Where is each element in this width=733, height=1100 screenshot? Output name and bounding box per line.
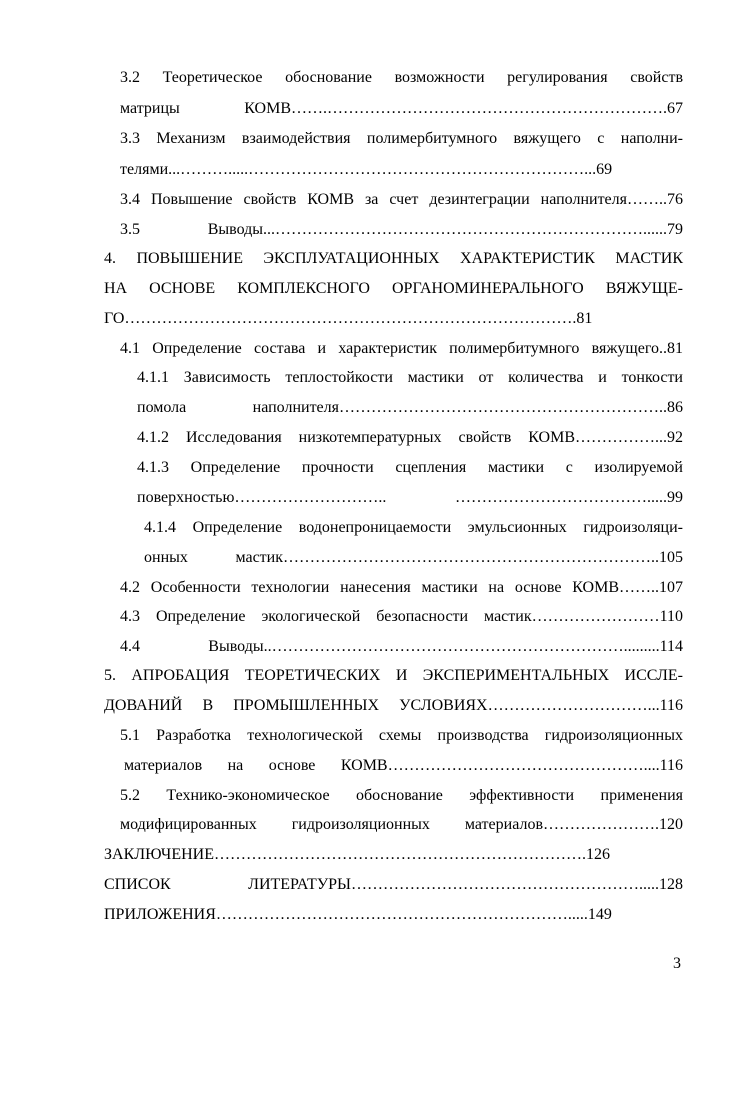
toc-line-3-2-cont: матрицы КОМВ…….……………………………………………………….67 [120,100,683,117]
toc-line-chapter-5-cont: ДОВАНИЙ В ПРОМЫШЛЕННЫХ УСЛОВИЯХ…………………………...116 [104,697,683,714]
toc-line-3-5: 3.5 Выводы...……………………………………………………………......79 [120,221,683,238]
toc-line-3-3-cont: телями...……….....………………………………………………………...69 [120,161,613,178]
toc-line-conclusion: ЗАКЛЮЧЕНИЕ…………………………………………………………….126 [104,846,610,863]
toc-line-chapter-5: 5. АПРОБАЦИЯ ТЕОРЕТИЧЕСКИХ И ЭКСПЕРИМЕНТАЛЬНЫХ ИССЛЕ- [104,667,683,684]
toc-line-4-1-1-cont: помола наполнителя……………………………………………………..86 [137,399,683,416]
page-number: 3 [673,955,681,972]
toc-line-5-2: 5.2 Технико-экономическое обоснование эффективности применения [120,787,683,804]
toc-line-4-2: 4.2 Особенности технологии нанесения мастики на основе КОМВ……..107 [120,579,683,596]
toc-line-3-2: 3.2 Теоретическое обоснование возможности регулирования свойств [120,69,683,86]
toc-line-4-3: 4.3 Определение экологической безопасности мастик……………………110 [120,608,683,625]
toc-line-5-2-cont: модифицированных гидроизоляционных материалов………………….120 [120,816,683,833]
toc-line-4-1-2: 4.1.2 Исследования низкотемпературных свойств КОМВ……………...92 [137,429,683,446]
toc-line-chapter-4: 4. ПОВЫШЕНИЕ ЭКСПЛУАТАЦИОННЫХ ХАРАКТЕРИСТИК МАСТИК [104,250,683,267]
toc-line-5-1-cont: материалов на основе КОМВ…………………………………………....116 [124,757,683,774]
toc-line-4-4: 4.4 Выводы..………………………………………………………….........114 [120,638,683,655]
toc-line-3-3: 3.3 Механизм взаимодействия полимербитумного вяжущего с наполни- [120,130,683,147]
toc-line-4-1: 4.1 Определение состава и характеристик полимербитумного вяжущего..81 [120,340,683,357]
toc-line-3-4: 3.4 Повышение свойств КОМВ за счет дезинтеграции наполнителя……..76 [120,191,683,208]
toc-line-4-1-3-cont: поверхностью……………………….. ……………………………….....99 [137,489,683,506]
toc-line-appendices: ПРИЛОЖЕНИЯ………………………………………………………….....149 [104,906,612,923]
toc-line-5-1: 5.1 Разработка технологической схемы производства гидроизоляционных [120,727,683,744]
toc-line-references: СПИСОК ЛИТЕРАТУРЫ……………………………………………….....128 [104,876,683,893]
toc-line-chapter-4-cont2: ГО………………………………………………………………………….81 [104,310,593,327]
toc-line-4-1-4-cont: онных мастик……………………………………………………………..105 [144,549,683,566]
toc-line-chapter-4-cont1: НА ОСНОВЕ КОМПЛЕКСНОГО ОРГАНОМИНЕРАЛЬНОГО ВЯЖУЩЕ- [104,280,683,297]
toc-line-4-1-1: 4.1.1 Зависимость теплостойкости мастики от количества и тонкости [137,369,683,386]
toc-line-4-1-4: 4.1.4 Определение водонепроницаемости эмульсионных гидроизоляци- [144,519,683,536]
toc-line-4-1-3: 4.1.3 Определение прочности сцепления мастики с изолируемой [137,459,683,476]
